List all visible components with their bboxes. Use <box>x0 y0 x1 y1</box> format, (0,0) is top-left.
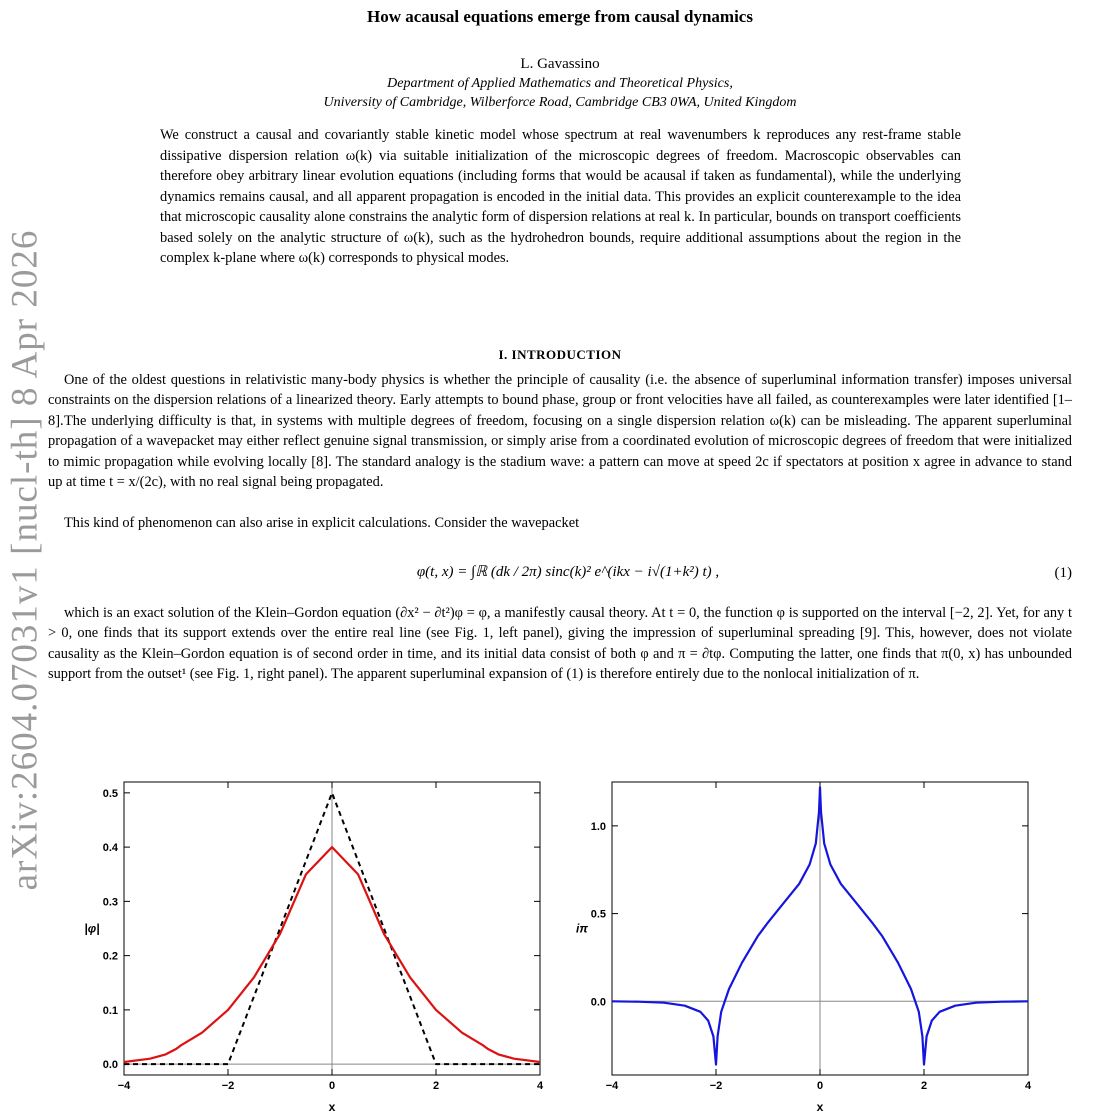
paragraph-2: The underlying difficulty is that, in systems with multiple degrees of freedom, focusing on a single dispersion relation ω(k) can be misleading. The apparent superluminal propagation of a wavepacket may either reflect genuine signal transmission, or simply arise from a coordinated evolution of microscopic degrees of freedom that were initialized to mimic propagation while evolving locally [8]. The standard analogy is the stadium wave: a pattern can move at speed 2c if spectators at position x agree in advance to stand up at time t = x/(2c), with no real signal being propagated. <box>48 413 1072 491</box>
y-tick-label: 0.5 <box>102 787 118 800</box>
affiliation-line-1: Department of Applied Mathematics and Theoretical Physics, <box>387 76 733 91</box>
x-tick-label: 4 <box>536 1080 544 1092</box>
paragraph-3: This kind of phenomenon can also arise in explicit calculations. Consider the wavepacket <box>64 515 580 531</box>
y-tick-label: 0.4 <box>102 842 118 855</box>
y-tick-label: 0.0 <box>590 996 606 1009</box>
paragraph-4: which is an exact solution of the Klein–Gordon equation (∂x² − ∂t²)φ = φ, a manifestly causal theory. At t = 0, the function φ is supported on the interval [−2, 2]. Yet, for any t > 0, one finds that its support extends over the entire real line (see Fig. 1, left panel), giving the impression of superluminal spreading [9]. This, however, does not violate causality as the Klein–Gordon equation is of second order in time, and its initial data consist of both φ and π = ∂tφ. Computing the latter, one finds that π(0, x) has unbounded support from the outset¹ (see Fig. 1, right panel). The apparent superluminal expansion of (1) is therefore entirely due to the nonlocal initialization of π. <box>48 605 1072 683</box>
affiliation-line-2: University of Cambridge, Wilberforce Road, Cambridge CB3 0WA, United Kingdom <box>323 95 797 110</box>
y-tick-label: 0.1 <box>102 1004 118 1017</box>
paragraph-1: One of the oldest questions in relativistic many-body physics is whether the principle of causality (i.e. the absence of superluminal information transfer) imposes universal constraints on the dispersion relations of a linearized theory. Early attempts to bound phase, group or front velocities have all failed, as counterexamples were later identified [1–8]. <box>48 372 1072 429</box>
x-tick-label: 0 <box>328 1080 336 1092</box>
y-tick-label: 0.2 <box>102 950 118 963</box>
y-axis-label: iπ <box>576 921 588 936</box>
equation-number: (1) <box>1054 565 1072 581</box>
y-tick-label: 0.0 <box>102 1059 118 1072</box>
figure-left-panel-phi <box>70 760 550 1116</box>
y-tick-label: 1.0 <box>590 820 606 833</box>
equation-body: φ(t, x) = ∫ℝ (dk / 2π) sinc(k)² e^(ikx − i√(1+k²) t) , <box>416 564 720 580</box>
x-axis-label: x <box>816 1100 824 1114</box>
arxiv-sidebar-stamp <box>0 0 50 1118</box>
y-axis-label: |φ| <box>84 921 100 936</box>
x-tick-label: −4 <box>605 1080 619 1092</box>
x-tick-label: −2 <box>221 1080 235 1092</box>
author-name: L. Gavassino <box>520 56 600 72</box>
x-tick-label: −4 <box>117 1080 131 1092</box>
arxiv-identifier: arXiv:2604.07031v1 [nucl-th] 8 Apr 2026 <box>4 229 46 891</box>
x-tick-label: 4 <box>1024 1080 1032 1092</box>
equation-1 <box>48 556 1072 596</box>
x-tick-label: −2 <box>709 1080 723 1092</box>
y-tick-label: 0.5 <box>590 908 606 921</box>
abstract: We construct a causal and covariantly stable kinetic model whose spectrum at real wavenumbers k reproduces any rest-frame stable dissipative dispersion relation ω(k) via suitable initialization of the microscopic degrees of freedom. Macroscopic observables can therefore obey arbitrary linear evolution equations (including forms that would be acausal if taken as fundamental), while the underlying dynamics remains causal, and all apparent propagation is encoded in the initial data. This provides an explicit counterexample to the idea that microscopic causality alone constrains the analytic form of dispersion relations at real k. In particular, bounds on transport coefficients based solely on the analytic structure of ω(k), such as the hydrohedron bounds, require additional assumptions about the region in the complex k-plane where ω(k) corresponds to physical modes. <box>160 127 961 266</box>
x-axis-label: x <box>328 1100 336 1114</box>
section-heading: I. INTRODUCTION <box>498 347 622 362</box>
x-tick-label: 2 <box>920 1080 928 1092</box>
paper-title: How acausal equations emerge from causal dynamics <box>367 7 753 26</box>
figure-right-panel-pi <box>558 760 1038 1116</box>
x-tick-label: 0 <box>816 1080 824 1092</box>
y-tick-label: 0.3 <box>102 896 118 909</box>
x-tick-label: 2 <box>432 1080 440 1092</box>
